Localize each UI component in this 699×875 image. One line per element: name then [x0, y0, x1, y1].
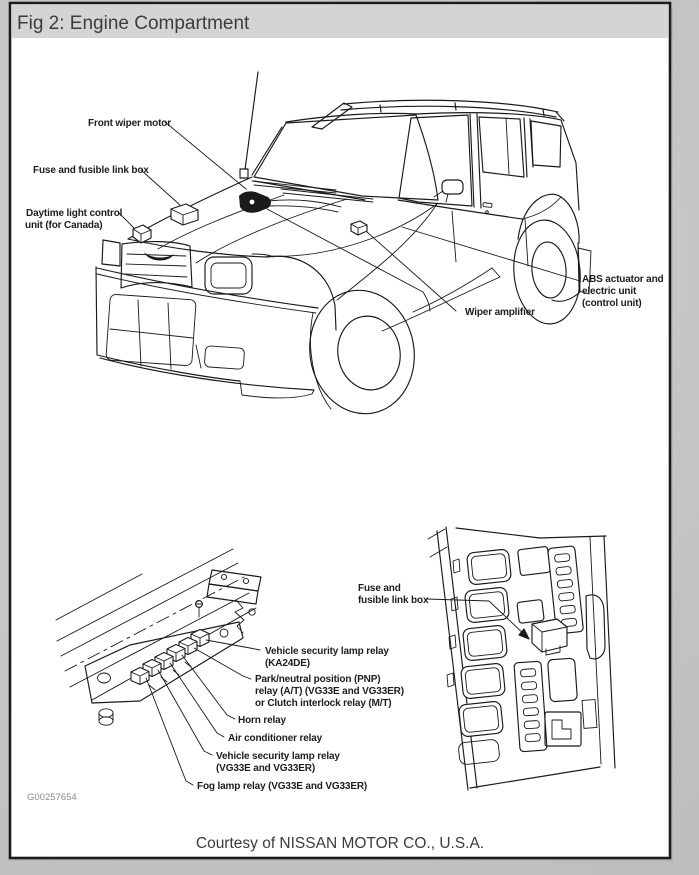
- label-abs-actuator: ABS actuator and: [582, 274, 664, 285]
- label-park-neutral: Park/neutral position (PNP): [255, 674, 381, 685]
- label-park-neutral: relay (A/T) (VG33E and VG33ER): [255, 686, 404, 697]
- label-vehicle-security-vg33: Vehicle security lamp relay: [216, 751, 340, 762]
- relay-cube: [131, 668, 149, 685]
- label-abs-actuator: electric unit: [582, 286, 637, 297]
- fusebox-relay: [460, 663, 505, 699]
- fusebox-relay: [464, 587, 509, 623]
- fusebox-relay: [462, 625, 507, 661]
- label-fuse-and: Fuse and: [358, 583, 401, 594]
- figure-title: Fig 2: Engine Compartment: [17, 13, 250, 34]
- courtesy-credit: Courtesy of NISSAN MOTOR CO., U.S.A.: [195, 835, 485, 852]
- fuse-strip-lower: [514, 661, 547, 752]
- label-wiper-amplifier: Wiper amplifier: [465, 307, 535, 318]
- side-mirror: [442, 180, 463, 194]
- label-fuse-fusible-link-box: Fuse and fusible link box: [33, 165, 149, 176]
- label-horn-relay: Horn relay: [238, 715, 286, 726]
- label-abs-actuator: (control unit): [582, 298, 642, 309]
- label-front-wiper-motor: Front wiper motor: [88, 118, 172, 129]
- fusebox-relay: [466, 549, 511, 585]
- label-park-neutral: or Clutch interlock relay (M/T): [255, 698, 392, 709]
- label-daytime-light-control: Daytime light control: [26, 208, 123, 219]
- label-vehicle-security-ka24de: (KA24DE): [265, 658, 310, 669]
- fusebox-relay: [458, 701, 503, 737]
- label-vehicle-security-vg33: (VG33E and VG33ER): [216, 763, 315, 774]
- figure-doc-number: G00257654: [27, 792, 77, 803]
- label-air-conditioner-relay: Air conditioner relay: [228, 733, 323, 744]
- label-fog-lamp-relay: Fog lamp relay (VG33E and VG33ER): [197, 781, 368, 792]
- label-vehicle-security-ka24de: Vehicle security lamp relay: [265, 646, 389, 657]
- label-fusible-link-box: fusible link box: [358, 595, 429, 606]
- fusible-link-box-component: [532, 619, 567, 652]
- label-daytime-light-control: unit (for Canada): [25, 220, 103, 231]
